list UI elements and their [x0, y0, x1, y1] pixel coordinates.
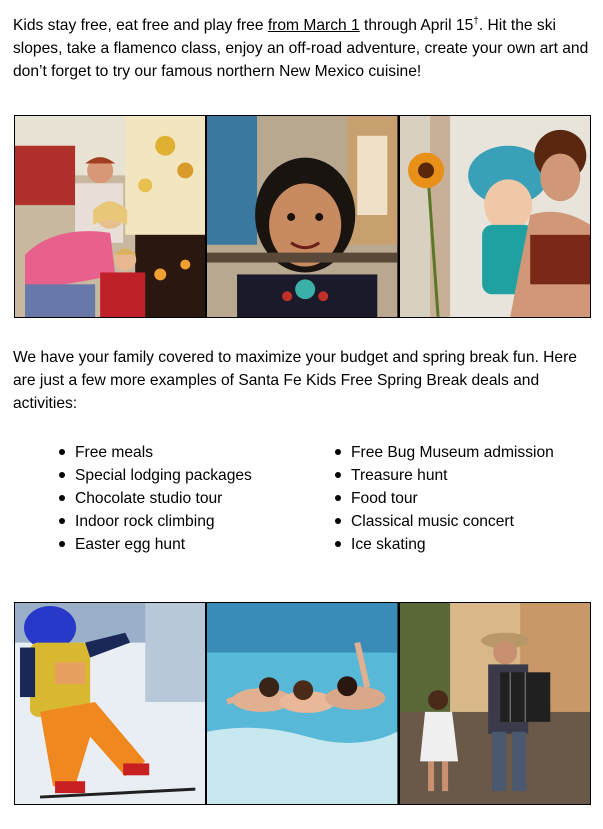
dagger-footnote: † — [473, 15, 479, 27]
intro-text-1: Kids stay free, eat free and play free — [13, 17, 268, 34]
list-item: Indoor rock climbing — [55, 510, 252, 533]
list-item: Chocolate studio tour — [55, 487, 252, 510]
list-item: Free meals — [55, 441, 252, 464]
activities-list-left — [55, 441, 252, 556]
photo-smiling-girl — [205, 116, 397, 317]
photo-child-skiing — [15, 603, 205, 804]
list-item: Easter egg hunt — [55, 533, 252, 556]
photo-row-top — [14, 115, 591, 318]
intro-text-2: through April 15 — [359, 17, 474, 34]
activities-intro-paragraph: We have your family covered to maximize your budget and spring break fun. Here are just a few more examples of Santa Fe Kids Free Spring Break deals and activities: — [13, 349, 577, 412]
intro-text-3: . Hit the ski slopes, take a flamenco class, enjoy an off-road adventure, create your own art and don’t forget to try our famous northern New Mexico cuisine! — [13, 17, 589, 80]
photo-kids-underwater — [205, 603, 397, 804]
date-link[interactable]: from March 1 — [267, 17, 360, 34]
photo-accordion-player — [398, 603, 590, 804]
list-item: Free Bug Museum admission — [331, 441, 554, 464]
activities-list-right — [331, 441, 554, 556]
photo-mother-baby-sunflower — [398, 116, 590, 317]
list-item: Food tour — [331, 487, 554, 510]
list-item: Treasure hunt — [331, 464, 554, 487]
list-item: Classical music concert — [331, 510, 554, 533]
photo-museum-family — [15, 116, 205, 317]
list-item: Special lodging packages — [55, 464, 252, 487]
list-item: Ice skating — [331, 533, 554, 556]
photo-row-bottom — [14, 602, 591, 805]
intro-paragraph — [13, 14, 595, 83]
